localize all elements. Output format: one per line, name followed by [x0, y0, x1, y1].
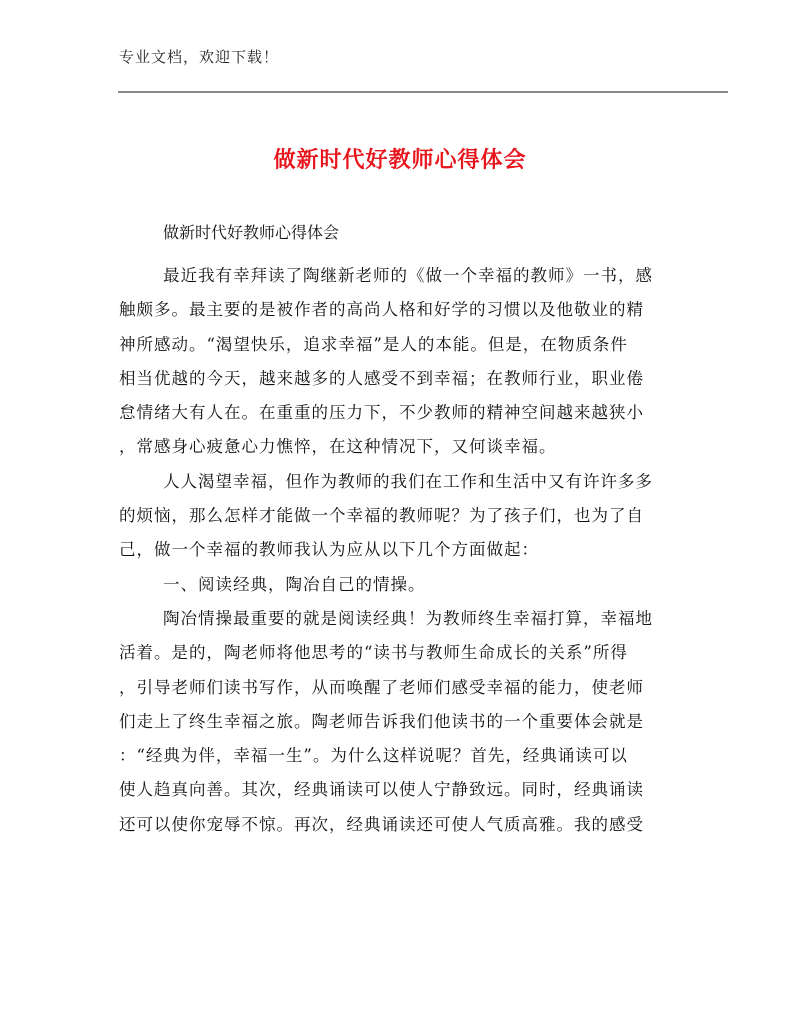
section-heading-1: 一、阅读经典，陶冶自己的情操。 [163, 574, 426, 594]
paragraph-2-line-1: 人人渴望幸福，但作为教师的我们在工作和生活中又有许许多多 [163, 471, 653, 491]
paragraph-1-line-6: ，常感身心疲惫心力憔悴，在这种情况下，又何谈幸福。 [119, 437, 557, 457]
document-title: 做新时代好教师心得体会 [273, 148, 527, 173]
header-divider [118, 91, 728, 93]
paragraph-1-line-4: 相当优越的今天，越来越多的人感受不到幸福；在教师行业，职业倦 [119, 368, 644, 388]
paragraph-3-line-7: 还可以使你宠辱不惊。再次，经典诵读还可使人气质高雅。我的感受 [119, 814, 644, 834]
document-body [119, 259, 689, 842]
paragraph-3-line-5: ：“经典为伴，幸福一生”。为什么这样说呢？首先，经典诵读可以 [119, 746, 628, 766]
paragraph-1-line-5: 怠情绪大有人在。在重重的压力下，不少教师的精神空间越来越狭小 [119, 403, 644, 423]
paragraph-1-line-2: 触颇多。最主要的是被作者的高尚人格和好学的习惯以及他敬业的精 [119, 300, 644, 320]
paragraph-3-line-6: 使人趋真向善。其次，经典诵读可以使人宁静致远。同时，经典诵读 [119, 780, 644, 800]
paragraph-3-line-1: 陶冶情操最重要的就是阅读经典！为教师终生幸福打算，幸福地 [163, 608, 653, 628]
paragraph-2-line-2: 的烦恼，那么怎样才能做一个幸福的教师呢？为了孩子们，也为了自 [119, 506, 644, 526]
document-subtitle: 做新时代好教师心得体会 [163, 223, 340, 242]
paragraph-1-line-3: 神所感动。“渴望快乐，追求幸福”是人的本能。但是，在物质条件 [119, 334, 628, 354]
header-note: 专业文档，欢迎下载！ [119, 48, 280, 66]
paragraph-2-line-3: 己，做一个幸福的教师我认为应从以下几个方面做起： [119, 540, 539, 560]
paragraph-3-line-4: 们走上了终生幸福之旅。陶老师告诉我们他读书的一个重要体会就是 [119, 711, 644, 731]
paragraph-3-line-3: ，引导老师们读书写作，从而唤醒了老师们感受幸福的能力，使老师 [119, 677, 644, 697]
paragraph-1-line-1: 最近我有幸拜读了陶继新老师的《做一个幸福的教师》一书，感 [163, 266, 653, 285]
paragraph-3-line-2: 活着。是的，陶老师将他思考的“读书与教师生命成长的关系”所得 [119, 643, 628, 663]
